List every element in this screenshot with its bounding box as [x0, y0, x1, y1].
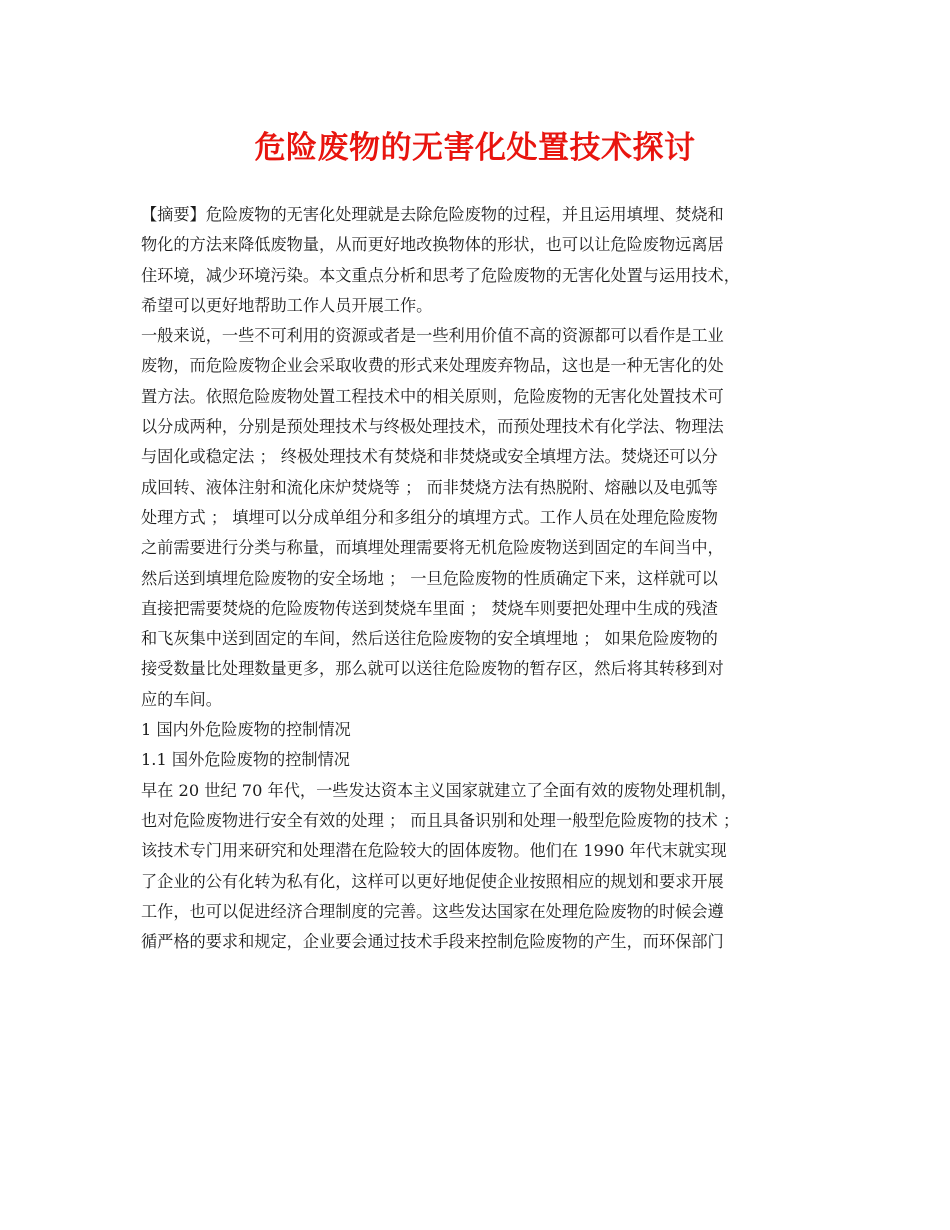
text-line: 该技术专门用来研究和处理潜在危险较大的固体废物。他们在 1990 年代末就实现	[141, 841, 727, 861]
text-line: 1.1 国外危险废物的控制情况	[141, 750, 350, 770]
text-line: 处理方式 ； 填埋可以分成单组分和多组分的填埋方式。工作人员在处理危险废物	[141, 507, 718, 527]
text-line: 工作，也可以促进经济合理制度的完善。这些发达国家在处理危险废物的时候会遵	[141, 901, 724, 921]
text-line: 和飞灰集中送到固定的车间，然后送往危险废物的安全填埋地 ； 如果危险废物的	[141, 629, 718, 649]
text-line: 以分成两种，分别是预处理技术与终极处理技术，而预处理技术有化学法、物理法	[141, 417, 724, 437]
text-line: 早在 20 世纪 70 年代，一些发达资本主义国家就建立了全面有效的废物处理机制，	[141, 780, 737, 800]
text-line: 应的车间。	[141, 689, 222, 709]
text-line: 之前需要进行分类与称量，而填埋处理需要将无机危险废物送到固定的车间当中，	[141, 538, 724, 558]
text-line: 循严格的要求和规定，企业要会通过技术手段来控制危险废物的产生，而环保部门	[141, 932, 724, 952]
text-line: 废物，而危险废物企业会采取收费的形式来处理废弃物品，这也是一种无害化的处	[141, 356, 724, 376]
text-line: 了企业的公有化转为私有化，这样可以更好地促使企业按照相应的规划和要求开展	[141, 871, 724, 891]
text-line: 置方法。依照危险废物处置工程技术中的相关原则，危险废物的无害化处置技术可	[141, 386, 724, 406]
text-line: 物化的方法来降低废物量，从而更好地改换物体的形状，也可以让危险废物远离居	[141, 235, 724, 255]
text-line: 希望可以更好地帮助工作人员开展工作。	[141, 295, 433, 315]
text-line: 直接把需要焚烧的危险废物传送到焚烧车里面 ； 焚烧车则要把处理中生成的残渣	[141, 598, 718, 618]
text-line: 住环境，减少环境污染。本文重点分析和思考了危险废物的无害化处置与运用技术，	[141, 265, 740, 285]
text-line: 成回转、液体注射和流化床炉焚烧等 ； 而非焚烧方法有热脱附、熔融以及电弧等	[141, 477, 718, 497]
text-line: 与固化或稳定法 ； 终极处理技术有焚烧和非焚烧或安全填埋方法。焚烧还可以分	[141, 447, 718, 467]
text-line: 一般来说，一些不可利用的资源或者是一些利用价值不高的资源都可以看作是工业	[141, 326, 724, 346]
text-line: 然后送到填埋危险废物的安全场地 ； 一旦危险废物的性质确定下来，这样就可以	[141, 568, 718, 588]
text-line: 1 国内外危险废物的控制情况	[141, 720, 351, 740]
document-body	[141, 200, 811, 957]
text-line: 接受数量比处理数量更多，那么就可以送往危险废物的暂存区，然后将其转移到对	[141, 659, 724, 679]
document-title: 危险废物的无害化处置技术探讨	[254, 130, 696, 166]
text-line: 【摘要】危险废物的无害化处理就是去除危险废物的过程，并且运用填埋、焚烧和	[141, 205, 724, 224]
text-line: 也对危险废物进行安全有效的处理 ； 而且具备识别和处理一般型危险废物的技术 ；	[141, 810, 740, 830]
